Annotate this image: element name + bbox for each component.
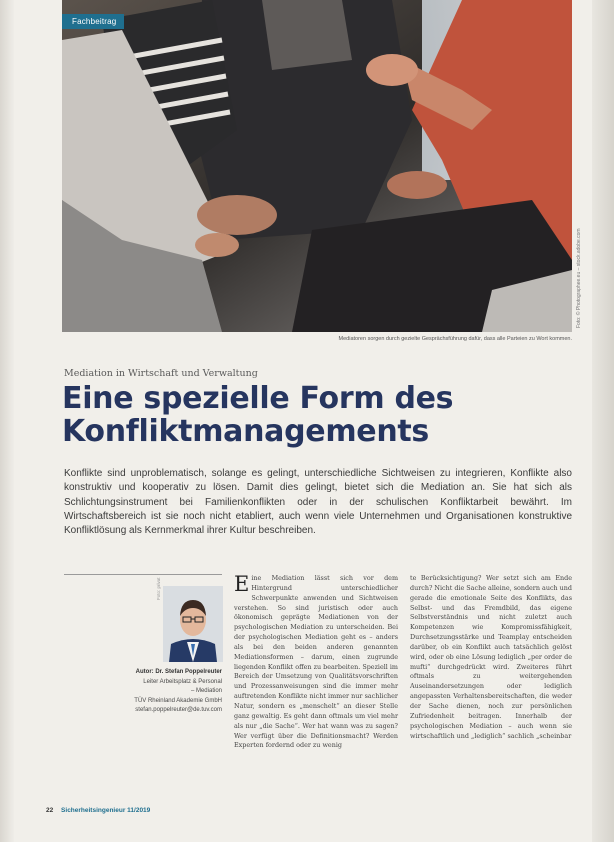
body-column-1-text: ine Mediation lässt sich vor dem Hintergrund unterschiedlicher Schwerpunkte anwenden und Sichtweisen verstehen. So sind juristisch oder auch ökonomisch geprägte Mediationen von der psychologischen Mediation zu unterscheiden. Bei der psychologischen Mediation geht es – anders als bei den beiden anderen genannten Mediationsformen – darum, einen zugrunde liegenden Konflikt offen zu bearbeiten. Speziell im Bereich der Umsetzung von Qualitätsvorschriften und Prozessanweisungen sind die immer mehr auftretenden Konflikte nicht immer nur sachlicher Natur, sondern es „menschelt“ an dieser Stelle ganz gewaltig. Es geht dann oftmals um viel mehr als nur „die Sache“. Wer hat wann was zu sagen? Wer verfügt über die Definitionsmacht? Werden Experten fordernd oder zu wenig	[234, 574, 398, 750]
author-title-line-2: – Mediation	[190, 688, 222, 694]
drop-cap: E	[234, 572, 250, 596]
author-organization: TÜV Rheinland Akademie GmbH	[134, 697, 222, 704]
magazine-name: Sicherheitsingenieur 11/2019	[61, 807, 151, 814]
article-headline	[62, 382, 582, 448]
page-footer	[46, 807, 150, 814]
page-gutter-shadow	[0, 0, 14, 842]
author-info	[64, 668, 222, 716]
author-portrait-illustration	[163, 586, 223, 662]
article-kicker: Mediation in Wirtschaft und Verwaltung	[64, 368, 258, 379]
page-binding-edge	[592, 0, 614, 842]
photo-caption: Mediatoren sorgen durch gezielte Gesprächsführung dafür, dass alle Parteien zu Wort kommen.	[338, 336, 572, 342]
hero-photo	[62, 0, 572, 332]
headline-line-2: Konfliktmanagements	[62, 414, 429, 449]
author-name: Autor: Dr. Stefan Poppelreuter	[135, 669, 222, 675]
author-divider	[64, 574, 222, 575]
headline-line-1: Eine spezielle Form des	[62, 381, 454, 416]
body-column-1	[234, 574, 398, 751]
body-column-2-text: te Berücksichtigung? Wer setzt sich am Ende durch? Nicht die Sache alleine, sondern auch und gerade die emotionale Seite des Konflikts, das Selbst- und das Fremdbild, das eigene Selbstverständnis und nicht zuletzt auch Kompetenzen wie Kompromissfähigkeit, Durchsetzungsstärke und Teamplay entscheiden darüber, ob ein Konflikt auch tatsächlich gelöst wird, oder ob eine Lösung lediglich „per order de mufti“ durchgedrückt wird. Zweiteres führt oftmals zu weitergehenden Auseinandersetzungen oder lediglich angepassten Verhaltensbereitschaften, die weder der Sache dienen, noch zur persönlichen Zufriedenheit beitragen. Innerhalb der psychologischen Mediation – auch wenn sie wirtschaftlich und „lediglich“ sachlich „scheinbar	[410, 574, 572, 740]
hero-photo-illustration	[62, 0, 572, 332]
article-lead: Konflikte sind unproblematisch, solange es gelingt, unterschiedliche Sichtweisen zu integrieren, Konflikte also konstruktiv und kooperativ zu lösen. Damit dies gelingt, bietet sich die Mediation an. Sie hat sich als Schlichtungsinstrument bei Familienkonflikten oder in der schulischen Konfliktarbeit bewährt. Im Wirtschaftsbereich ist sie noch nicht etabliert, auch wenn viele Unternehmen und Organisationen konstruktive Konfliktlösung als Kernmerkmal ihrer Kultur beschreiben.	[64, 468, 572, 537]
photo-credit: Foto: © Photographee.eu – stock.adobe.com	[576, 228, 582, 328]
section-tag: Fachbeitrag	[62, 14, 124, 29]
page-number: 22	[46, 807, 54, 814]
author-title-line-1: Leiter Arbeitsplatz & Personal	[143, 678, 222, 685]
author-photo-credit: Foto: privat	[156, 577, 161, 600]
author-email[interactable]: stefan.poppelreuter@de.tuv.com	[135, 707, 222, 713]
author-portrait	[163, 586, 223, 662]
body-column-2	[410, 574, 572, 741]
